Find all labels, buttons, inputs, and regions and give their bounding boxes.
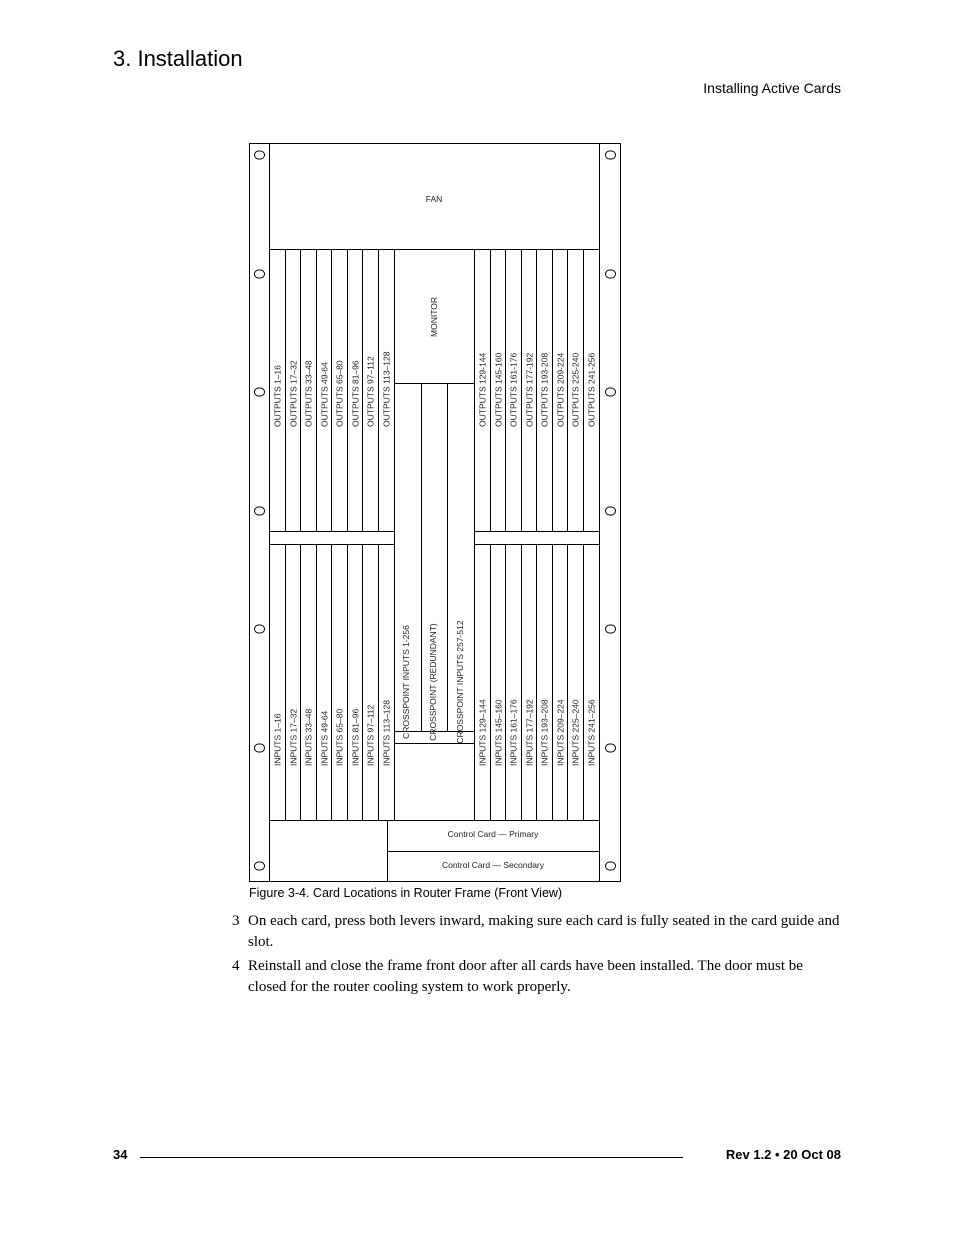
monitor-label: MONITOR	[429, 297, 439, 337]
right-output-slot-label: OUTPUTS 225-240	[570, 352, 581, 427]
mounting-hole	[606, 625, 616, 633]
crosspoint-slot-label: CROSSPOINT (REDUNDANT)	[428, 623, 438, 741]
mounting-hole	[606, 151, 616, 159]
crosspoint-slot-label: CROSSPOINT INPUTS 257-512	[455, 620, 465, 744]
mounting-hole	[255, 388, 265, 396]
right-output-slot-label: OUTPUTS 209-224	[555, 352, 566, 427]
router-frame-diagram	[249, 143, 621, 883]
left-input-slot-label: INPUTS 113–128	[381, 700, 392, 766]
right-input-slot-label: INPUTS 193–208	[539, 699, 550, 766]
footer-rule	[140, 1157, 683, 1158]
mounting-hole	[606, 270, 616, 278]
right-input-slot-label: INPUTS 145–160	[493, 699, 504, 766]
step-number: 4	[232, 958, 240, 974]
mounting-hole	[255, 625, 265, 633]
instruction-steps	[232, 911, 842, 1001]
right-output-slot-label: OUTPUTS 145-160	[493, 352, 504, 427]
right-input-slot-label: INPUTS 161–176	[508, 699, 519, 766]
crosspoint-slot-label: CROSSPOINT INPUTS 1-256	[401, 625, 411, 739]
step-number: 3	[232, 913, 240, 929]
left-output-slot-label: OUTPUTS 1–16	[272, 365, 283, 427]
left-output-slot-label: OUTPUTS 49-64	[319, 362, 330, 427]
page-number: 34	[113, 1147, 128, 1162]
step-3	[232, 911, 842, 952]
left-input-slot-label: INPUTS 1–16	[272, 713, 283, 766]
right-output-slot-label: OUTPUTS 177-192	[524, 352, 535, 427]
right-output-slot-label: OUTPUTS 129-144	[477, 352, 488, 427]
right-output-slot-label: OUTPUTS 241-256	[586, 352, 597, 427]
left-output-slot-label: OUTPUTS 81–96	[350, 360, 361, 427]
step-text: Reinstall and close the frame front door after all cards have been installed. The door must be closed for the router cooling system to work properly.	[248, 958, 803, 995]
right-input-slot-label: INPUTS 209–224	[555, 699, 566, 766]
fan-label: FAN	[425, 194, 443, 204]
right-input-slot-label: INPUTS 225–240	[570, 699, 581, 766]
mounting-hole	[606, 388, 616, 396]
right-input-slot-label: INPUTS 177–192	[524, 699, 535, 766]
left-input-slot-label: INPUTS 97–112	[365, 704, 376, 766]
mounting-hole	[606, 744, 616, 752]
left-input-slot-label: INPUTS 49-64	[319, 710, 330, 766]
mounting-hole	[255, 270, 265, 278]
left-output-slot-label: OUTPUTS 97–112	[365, 356, 376, 427]
left-output-slot-label: OUTPUTS 17–32	[288, 360, 299, 427]
section-title: Installing Active Cards	[703, 80, 841, 96]
right-input-slot-label: INPUTS 129–144	[477, 699, 488, 766]
mounting-hole	[606, 862, 616, 870]
control-primary-label: Control Card — Primary	[447, 829, 539, 839]
left-output-slot-label: OUTPUTS 113–128	[381, 351, 392, 427]
mounting-hole	[255, 507, 265, 515]
control-secondary-label: Control Card — Secondary	[441, 860, 545, 870]
figure-caption: Figure 3-4. Card Locations in Router Frame (Front View)	[249, 886, 563, 900]
left-output-slot-label: OUTPUTS 65–80	[334, 360, 345, 427]
mounting-hole	[255, 862, 265, 870]
left-input-slot-label: INPUTS 33–48	[303, 708, 314, 766]
mounting-hole	[606, 507, 616, 515]
mounting-hole	[255, 151, 265, 159]
left-input-slot-label: INPUTS 65–80	[334, 708, 345, 766]
step-text: On each card, press both levers inward, making sure each card is fully seated in the card guide and slot.	[248, 913, 840, 950]
right-output-slot-label: OUTPUTS 161-176	[508, 352, 519, 427]
mounting-hole	[255, 744, 265, 752]
left-input-slot-label: INPUTS 17–32	[288, 708, 299, 766]
frame-outline	[250, 144, 621, 882]
revision-label: Rev 1.2 • 20 Oct 08	[725, 1147, 841, 1162]
left-output-slot-label: OUTPUTS 33–48	[303, 360, 314, 427]
step-4	[232, 956, 842, 997]
left-input-slot-label: INPUTS 81–96	[350, 708, 361, 766]
right-output-slot-label: OUTPUTS 193-208	[539, 352, 550, 427]
right-input-slot-label: INPUTS 241–256	[586, 699, 597, 766]
chapter-title: 3. Installation	[113, 46, 243, 71]
